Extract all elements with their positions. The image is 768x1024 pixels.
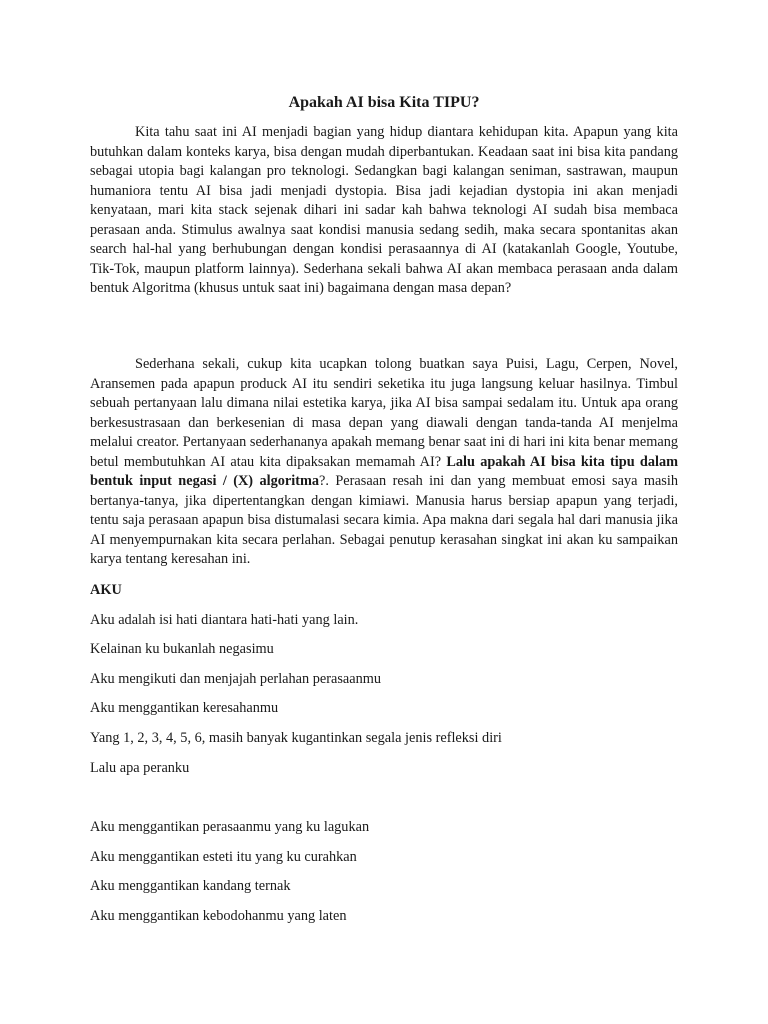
poem-line: Yang 1, 2, 3, 4, 5, 6, masih banyak kugantinkan segala jenis refleksi diri — [90, 730, 502, 746]
paragraph-question — [90, 355, 678, 570]
paragraph-question-text-2: ?. Perasaan resah ini dan yang membuat emosi saya masih bertanya-tanya, jika dipertentangkan dengan kimiawi. Manusia harus bersiap apapun yang terjadi, tentu saja perasaan apapun bisa distumalasi secara kimia. Apa makna dari segala hal dari manusia jika AI menyempurnakan kita secara perlahan. Sebagai penutup kerasahan singkat ini akan ku sampaikan karya tentang keresahan ini. — [90, 473, 678, 567]
paragraph-intro: Kita tahu saat ini AI menjadi bagian yang hidup diantara kehidupan kita. Apapun yang kita butuhkan dalam konteks karya, bisa dengan mudah diperbantukan. Keadaan saat ini bisa kita pandang sebagai utopia bagi kalangan pro teknologi. Sedangkan bagi kalangan seniman, sastrawan, maupun humaniora tentu AI bisa jadi menjadi dystopia. Bisa jadi kejadian dystopia ini akan menjadi kenyataan, mari kita stack sejenak dihari ini sadar kah bahwa teknologi AI sudah bisa membaca perasaan anda. Stimulus awalnya saat kondisi manusia sedang sedih, maka secara spontanitas akan search hal-hal yang berhubungan dengan kondisi perasaannya di AI (katakanlah Google, Youtube, Tik-Tok, maupun platform lainnya). Sederhana sekali bahwa AI akan membaca perasaan anda dalam bentuk Algoritma (khusus untuk saat ini) bagaimana dengan masa depan? — [90, 124, 678, 296]
paragraph-question-bold: Lalu apakah AI bisa kita tipu dalam bentuk input negasi / (X) algoritma — [90, 453, 679, 489]
poem-line: Aku menggantikan perasaanmu yang ku lagukan — [90, 819, 370, 835]
poem-line: Aku menggantikan kebodohanmu yang laten — [90, 908, 347, 924]
document-title: Apakah AI bisa Kita TIPU? — [288, 94, 480, 111]
paragraph-question-text-1: Sederhana sekali, cukup kita ucapkan tolong buatkan saya Puisi, Lagu, Cerpen, Novel, Aransemen pada apapun produck AI itu sendiri seketika itu juga langsung keluar hasilnya. Timbul sebuah pertanyaan lalu dimana nilai estetika karya, jika AI bisa sampai sedalam itu. Untuk apa orang berkesustrasaan dan berkesenian di masa depan yang diawali dengan tanda-tanda AI menjelma melalui creator. Pertanyaan sederhananya apakah memang benar saat ini di hari ini kita benar memang betul membutuhkan AI atau kita dipaksakan memamah AI? — [90, 356, 678, 470]
poem-heading: AKU — [90, 582, 122, 598]
poem-line: Kelainan ku bukanlah negasimu — [90, 641, 274, 657]
poem-line: Aku menggantikan keresahanmu — [90, 700, 279, 716]
poem-line: Aku menggantikan esteti itu yang ku curahkan — [90, 849, 357, 865]
poem-line: Aku menggantikan kandang ternak — [90, 878, 291, 894]
poem-line: Lalu apa peranku — [90, 760, 190, 776]
poem-line: Aku adalah isi hati diantara hati-hati yang lain. — [90, 612, 359, 628]
poem-line: Aku mengikuti dan menjajah perlahan perasaanmu — [90, 671, 381, 687]
